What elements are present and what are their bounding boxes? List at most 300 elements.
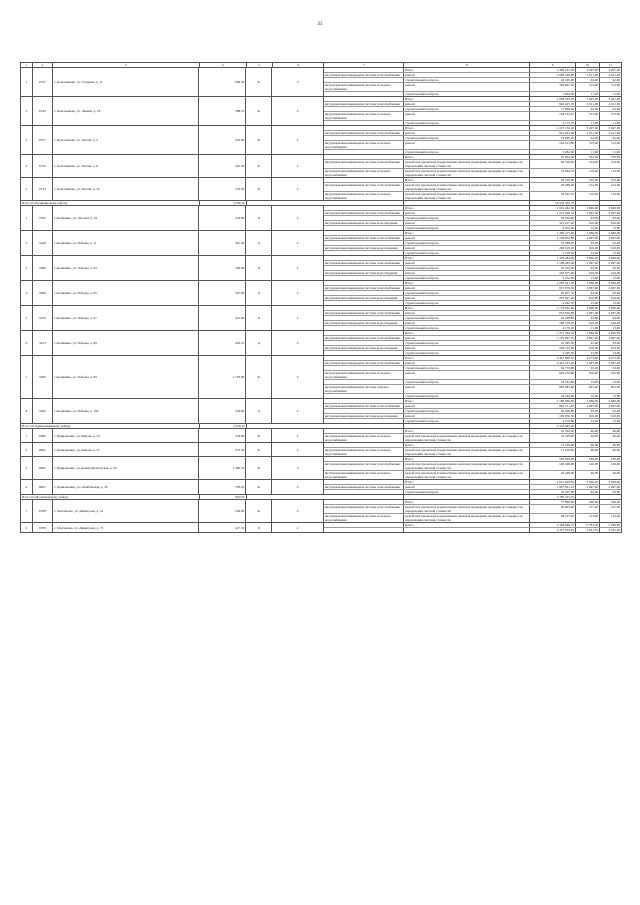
- max-unit-cost: 63,00: [600, 216, 622, 220]
- work-cost: 43 307,90: [530, 490, 576, 494]
- work-type: строительный контроль: [404, 341, 530, 345]
- max-unit-cost: 2 911,00: [600, 131, 622, 135]
- unit-cost: 46,00: [576, 429, 600, 433]
- engineering-system: внутридомовая инженерная система теплоснабжения: [324, 361, 404, 365]
- max-unit-cost: 123,00: [600, 514, 622, 522]
- row-number: 5: [21, 178, 33, 200]
- row-number: 1: [21, 500, 33, 522]
- work-cost: 162 415,80: [530, 141, 576, 149]
- building-row: [20, 231, 622, 256]
- work-line: [324, 141, 622, 150]
- work-cost: 2 458 949,75: [530, 523, 576, 527]
- engineering-system: [324, 480, 404, 484]
- building-row: [20, 256, 622, 281]
- unit-cost: 180,00: [576, 457, 600, 461]
- engineering-system: [324, 256, 404, 260]
- engineering-system: [324, 276, 404, 280]
- building-address: с. Кривошеино, ул. Октябрьская, д. 18: [53, 480, 200, 494]
- engineering-system: [324, 457, 404, 461]
- work-line: [324, 301, 622, 305]
- works-sublines: [324, 68, 622, 96]
- engineering-system: [324, 419, 404, 423]
- unit-cost: 63,00: [576, 366, 600, 370]
- row-number: 3: [21, 457, 33, 479]
- work-cost: 1 009 563,30: [530, 97, 576, 101]
- empty-cell: [247, 424, 405, 428]
- floors-count: 2: [272, 126, 324, 154]
- max-unit-cost: 2 967,00: [600, 404, 622, 408]
- unit-cost: 13,00: [576, 380, 600, 384]
- wall-material: К: [246, 480, 272, 494]
- wall-material: Д: [246, 399, 272, 423]
- max-unit-cost: 2 967,00: [600, 485, 622, 489]
- wall-material: К: [246, 126, 272, 154]
- work-type: Итого: [404, 443, 530, 447]
- wall-material: К: [246, 155, 272, 177]
- max-unit-cost: 63,00: [600, 241, 622, 245]
- max-unit-cost: 3 030,00: [600, 480, 622, 484]
- engineering-system: [324, 490, 404, 494]
- floors-count: 2: [272, 178, 324, 200]
- work-cost: 198 109,20: [530, 321, 576, 325]
- unit-cost: 601,00: [576, 385, 600, 393]
- works-sublines: [324, 399, 622, 423]
- work-type: Итого: [404, 480, 530, 484]
- max-unit-cost: 2 967,00: [600, 211, 622, 215]
- unit-cost: 616,00: [576, 346, 600, 350]
- unit-cost: 2 967,00: [576, 211, 600, 215]
- district-total-label: Итого по Кривошеинскому району: [21, 424, 200, 428]
- work-type: строительный контроль: [404, 409, 530, 413]
- engineering-system: внутридомовая инженерная система холодного водоснабжения: [324, 169, 404, 177]
- max-unit-cost: 2 967,00: [600, 361, 622, 365]
- header-cell: 8: [404, 63, 530, 67]
- work-line: [324, 83, 622, 92]
- engineering-system: внутридомовая инженерная система холодного водоснабжения: [324, 471, 404, 479]
- work-cost: 2 486 191,50: [530, 68, 576, 72]
- max-unit-cost: 3 660,00: [600, 306, 622, 310]
- work-cost: 20 657,70: [530, 291, 576, 295]
- work-line: [324, 434, 622, 442]
- max-unit-cost: 3 660,00: [600, 206, 622, 210]
- header-cell: 7: [324, 63, 404, 67]
- max-unit-cost: 13,00: [600, 326, 622, 330]
- engineering-system: внутридомовая инженерная система теплоснабжения: [324, 131, 404, 135]
- unit-cost: 2 967,00: [576, 236, 600, 240]
- work-line: [324, 471, 622, 479]
- work-cost: 7 694,30: [530, 92, 576, 96]
- district-total-area: 2 450,10: [200, 424, 247, 428]
- building-address: с. Молчаново, ул. Димитрова, д. 73: [53, 523, 200, 532]
- row-number: 4: [21, 281, 33, 305]
- unit-cost: 2 911,00: [576, 131, 600, 135]
- row-number: 3: [21, 256, 33, 280]
- engineering-system: внутридомовая инженерная система водоотведения: [324, 221, 404, 225]
- work-cost: 5 218,20: [530, 251, 576, 255]
- wall-material: Д: [246, 281, 272, 305]
- unit-cost: 63,00: [576, 316, 600, 320]
- building-area: 229,00: [199, 500, 246, 522]
- floors-count: 2: [272, 399, 324, 423]
- empty-cell: [600, 201, 622, 205]
- building-row: [20, 97, 622, 126]
- unit-cost: 616,00: [576, 371, 600, 379]
- work-type: ремонт: [404, 336, 530, 340]
- max-unit-cost: 513,00: [600, 112, 622, 120]
- work-line: [324, 169, 622, 177]
- engineering-system: [324, 316, 404, 320]
- unit-cost: 616,00: [576, 296, 600, 300]
- work-cost: 2 031 009,50: [530, 480, 576, 484]
- work-type: ремонт: [404, 271, 530, 275]
- work-line: [324, 528, 622, 532]
- work-cost: 3 175,70: [530, 121, 576, 125]
- unit-cost: 616,00: [576, 321, 600, 325]
- unit-cost: 616,00: [576, 414, 600, 418]
- work-cost: 1 188 069,60: [530, 399, 576, 403]
- work-type: строительный контроль: [404, 490, 530, 494]
- wall-material: Д: [246, 331, 272, 355]
- floors-count: 3: [272, 68, 324, 96]
- max-unit-cost: 513,00: [600, 141, 622, 149]
- work-type: Итого: [404, 256, 530, 260]
- engineering-system: внутридомовая инженерная система теплоснабжения: [324, 73, 404, 77]
- max-unit-cost: 63,00: [600, 490, 622, 494]
- wall-material: К: [246, 500, 272, 522]
- max-unit-cost: 2 967,00: [600, 311, 622, 315]
- work-type: разработка проектной документации, включая проведение проверки достоверности определения сметной стоимости: [404, 169, 530, 177]
- engineering-system: [324, 126, 404, 130]
- row-number: 4: [21, 155, 33, 177]
- work-type: ремонт: [404, 296, 530, 300]
- wall-material: К: [246, 443, 272, 456]
- engineering-system: [324, 356, 404, 360]
- unit-cost: 2 967,00: [576, 311, 600, 315]
- district-total-area: 992,50: [200, 495, 247, 499]
- work-type: строительный контроль: [404, 150, 530, 154]
- unit-cost: 62,00: [576, 78, 600, 82]
- engineering-system: [324, 206, 404, 210]
- work-type: [404, 528, 530, 532]
- building-address: г. Коляшино, ул. Победы, д. 69: [53, 331, 200, 355]
- unit-cost: 13,00: [576, 276, 600, 280]
- floors-count: 2: [272, 429, 324, 442]
- max-unit-cost: 63,00: [600, 266, 622, 270]
- max-unit-cost: 62,00: [600, 78, 622, 82]
- works-sublines: [324, 155, 622, 177]
- row-number: 6: [21, 331, 33, 355]
- unit-cost: 2 967,00: [576, 361, 600, 365]
- max-unit-cost: 46,00: [600, 429, 622, 433]
- wall-material: К: [246, 68, 272, 96]
- building-area: 331,50: [199, 443, 246, 456]
- building-area: 291,30: [199, 155, 246, 177]
- work-cost: 963 121,20: [530, 404, 576, 408]
- work-line: [324, 112, 622, 121]
- max-unit-cost: 2 911,00: [600, 73, 622, 77]
- work-type: разработка проектной документации, включая проведение проверки достоверности определения сметной стоимости: [404, 505, 530, 513]
- engineering-system: [324, 68, 404, 72]
- building-row: [20, 155, 622, 178]
- building-area: 401,40: [199, 231, 246, 255]
- floors-count: 2: [272, 480, 324, 494]
- building-area: 417,50: [199, 523, 246, 532]
- building-address: г. Коляшино, ул. Победы, д. 67: [53, 306, 200, 330]
- work-type: ремонт: [404, 246, 530, 250]
- work-cost: 42 428,00: [530, 471, 576, 479]
- floors-count: 2: [272, 356, 324, 398]
- engineering-system: [324, 429, 404, 433]
- building-code: 5449: [33, 231, 53, 255]
- unit-cost: 3 660,00: [576, 281, 600, 285]
- work-cost: 94 776,80: [530, 366, 576, 370]
- district-total-sum: 16 533 432,70: [530, 201, 576, 205]
- building-code: 6727: [33, 126, 53, 154]
- unit-cost: 2 967,00: [576, 286, 600, 290]
- building-code: 6901: [33, 443, 53, 456]
- max-unit-cost: 63,00: [600, 366, 622, 370]
- engineering-system: [324, 523, 404, 527]
- work-cost: 16 320,00: [530, 434, 576, 442]
- work-cost: 358 897,50: [530, 83, 576, 91]
- max-unit-cost: 616,00: [600, 271, 622, 275]
- unit-cost: 63,00: [576, 409, 600, 413]
- max-unit-cost: 62,00: [600, 107, 622, 111]
- unit-cost: 63,00: [576, 241, 600, 245]
- building-area: 1 103,80: [199, 356, 246, 398]
- engineering-system: [324, 266, 404, 270]
- unit-cost: 616,00: [576, 271, 600, 275]
- max-unit-cost: 333,00: [600, 178, 622, 182]
- work-line: [324, 183, 622, 192]
- engineering-system: внутридомовая инженерная система водоотведения: [324, 321, 404, 325]
- work-type: Итого: [404, 68, 530, 72]
- work-type: Итого: [404, 126, 530, 130]
- work-type: разработка проектной документации, включая проведение проверки достоверности определения сметной стоимости: [404, 434, 530, 442]
- work-cost: 1 475 349,10: [530, 331, 576, 335]
- engineering-system: [324, 351, 404, 355]
- unit-cost: 119,00: [576, 192, 600, 200]
- work-type: разработка проектной документации, включая проведение проверки достоверности определения сметной стоимости: [404, 183, 530, 191]
- max-unit-cost: 11,00: [600, 121, 622, 125]
- work-cost: 4 178,20: [530, 326, 576, 330]
- row-number: 2: [21, 231, 33, 255]
- max-unit-cost: 3 497,00: [600, 97, 622, 101]
- work-cost: 20 506,80: [530, 409, 576, 413]
- works-sublines: [324, 206, 622, 230]
- wall-material: К: [246, 97, 272, 125]
- work-cost: 148 498,00: [530, 462, 576, 470]
- unit-cost: 140,00: [576, 462, 600, 470]
- unit-cost: 11,00: [576, 150, 600, 154]
- engineering-system: внутридомовая инженерная система теплоснабжения: [324, 462, 404, 470]
- building-code: 6788: [33, 500, 53, 522]
- engineering-system: [324, 331, 404, 335]
- work-type: строительный контроль: [404, 326, 530, 330]
- unit-cost: 13,00: [576, 226, 600, 230]
- building-area: 316,60: [199, 126, 246, 154]
- row-number: 3: [21, 126, 33, 154]
- works-sublines: [324, 306, 622, 330]
- work-line: [324, 394, 622, 398]
- max-unit-cost: 2 967,00: [600, 336, 622, 340]
- work-type: ремонт: [404, 404, 530, 408]
- work-type: ремонт: [404, 286, 530, 290]
- header-cell: 5: [247, 63, 273, 67]
- row-number: 2: [21, 97, 33, 125]
- work-cost: 49 693,00: [530, 505, 576, 513]
- work-type: Итого: [404, 356, 530, 360]
- row-number: 7: [21, 356, 33, 398]
- building-row: [20, 281, 622, 306]
- unit-cost: 3 030,00: [576, 480, 600, 484]
- work-type: Итого: [404, 231, 530, 235]
- unit-cost: 11,00: [576, 92, 600, 96]
- unit-cost: 63,00: [576, 216, 600, 220]
- wall-material: Д: [246, 306, 272, 330]
- unit-cost: 2 911,00: [576, 73, 600, 77]
- engineering-system: внутридомовая инженерная система холодного водоснабжения: [324, 192, 404, 200]
- work-type: ремонт: [404, 321, 530, 325]
- building-code: 6927: [33, 480, 53, 494]
- work-cost: 1 107 150,20: [530, 126, 576, 130]
- building-area: 334,80: [199, 429, 246, 442]
- max-unit-cost: 616,00: [600, 346, 622, 350]
- work-cost: 4 427 890,10: [530, 356, 576, 360]
- max-unit-cost: 2 911,00: [600, 102, 622, 106]
- work-type: Итого: [404, 306, 530, 310]
- engineering-system: [324, 226, 404, 230]
- header-cell: 4: [200, 63, 247, 67]
- max-unit-cost: 13,00: [600, 276, 622, 280]
- unit-cost: 3 660,00: [576, 231, 600, 235]
- work-type: Итого: [404, 399, 530, 403]
- work-cost: 17 899,40: [530, 107, 576, 111]
- work-type: строительный контроль: [404, 251, 530, 255]
- building-area: 1 460,70: [199, 457, 246, 479]
- district-total-label: Итого по Молчановскому району: [21, 495, 200, 499]
- engineering-system: внутридомовая инженерная система холодного водоснабжения: [324, 434, 404, 442]
- work-type: строительный контроль: [404, 301, 530, 305]
- work-line: [324, 326, 622, 330]
- works-sublines: [324, 500, 622, 522]
- engineering-system: внутридомовая инженерная система холодного водоснабжения: [324, 448, 404, 456]
- engineering-system: [324, 78, 404, 82]
- engineering-system: [324, 97, 404, 101]
- work-type: строительный контроль: [404, 92, 530, 96]
- work-type: строительный контроль: [404, 241, 530, 245]
- works-sublines: [324, 331, 622, 355]
- work-cost: 62 338,20: [530, 160, 576, 168]
- engineering-system: [324, 231, 404, 235]
- floors-count: 2: [272, 500, 324, 522]
- work-line: [324, 251, 622, 255]
- works-sublines: [324, 178, 622, 200]
- building-address: с. Молчаново, ул. Димитрова, д. 41: [53, 500, 200, 522]
- building-row: [20, 523, 622, 533]
- empty-cell: [247, 495, 405, 499]
- building-area: 403,10: [199, 331, 246, 355]
- max-unit-cost: 616,00: [600, 321, 622, 325]
- engineering-system: [324, 399, 404, 403]
- unit-cost: 513,00: [576, 83, 600, 91]
- work-cost: 1 190 953,80: [530, 236, 576, 240]
- work-cost: 148 103,10: [530, 112, 576, 120]
- building-row: [20, 443, 622, 457]
- empty-cell: [576, 424, 600, 428]
- header-cell: 1: [21, 63, 33, 67]
- max-unit-cost: 214,00: [600, 160, 622, 168]
- building-code: 5468: [33, 256, 53, 280]
- engineering-system: внутридомовая инженерная система холодного водоснабжения: [324, 514, 404, 522]
- work-cost: 77 860,00: [530, 500, 576, 504]
- engineering-system: [324, 92, 404, 96]
- floors-count: 2: [272, 306, 324, 330]
- engineering-system: внутридомовая инженерная система водоотведения: [324, 296, 404, 300]
- work-type: ремонт: [404, 112, 530, 120]
- work-type: ремонт: [404, 211, 530, 215]
- work-cost: 1 176 645,40: [530, 306, 576, 310]
- building-address: с. Колесниково, ул. Ленина, д. 18: [53, 97, 200, 125]
- work-type: ремонт: [404, 385, 530, 393]
- work-cost: 15 239,00: [530, 443, 576, 447]
- work-type: ремонт: [404, 102, 530, 106]
- floors-count: 3: [272, 457, 324, 479]
- work-type: строительный контроль: [404, 226, 530, 230]
- work-line: [324, 92, 622, 96]
- works-sublines: [324, 429, 622, 442]
- work-cost: 1 919 462,30: [530, 206, 576, 210]
- work-cost: 4 219,80: [530, 419, 576, 423]
- floors-count: 2: [272, 331, 324, 355]
- max-unit-cost: 63,00: [600, 341, 622, 345]
- unit-cost: 214,00: [576, 160, 600, 168]
- header-cell: 3: [53, 63, 200, 67]
- building-address: г. Коляшино, ул. Победы, д. 104: [53, 399, 200, 423]
- max-unit-cost: 3 660,00: [600, 331, 622, 335]
- wall-material: Д: [246, 231, 272, 255]
- work-cost: 1 469 275,40: [530, 231, 576, 235]
- district-total-sum: 2 785 415,25: [530, 495, 576, 499]
- work-cost: 59 468,20: [530, 183, 576, 191]
- building-code: 5469: [33, 281, 53, 305]
- building-address: г. Коляшино, ул. Победы, д. 65: [53, 281, 200, 305]
- work-line: [324, 276, 622, 280]
- row-number: 1: [21, 206, 33, 230]
- unit-cost: 214,00: [576, 183, 600, 191]
- empty-cell: [404, 495, 530, 499]
- building-row: [20, 331, 622, 356]
- work-type: разработка проектной документации, включая проведение проверки достоверности определения сметной стоимости: [404, 448, 530, 456]
- max-unit-cost: 11,00: [600, 92, 622, 96]
- building-row: [20, 500, 622, 523]
- max-unit-cost: 3 660,00: [600, 281, 622, 285]
- engineering-system: внутридомовая инженерная система водоотведения: [324, 246, 404, 250]
- engineering-system: внутридомовая инженерная система теплоснабжения: [324, 211, 404, 215]
- floors-count: 2: [272, 155, 324, 177]
- unit-cost: 3 660,00: [576, 399, 600, 403]
- works-sublines: [324, 231, 622, 255]
- engineering-system: [324, 528, 404, 532]
- work-cost: 1 200 441,30: [530, 281, 576, 285]
- unit-cost: 3 497,00: [576, 126, 600, 130]
- max-unit-cost: 616,00: [600, 414, 622, 418]
- work-type: Итого: [404, 178, 530, 182]
- max-unit-cost: 13,00: [600, 419, 622, 423]
- building-code: 5397: [33, 206, 53, 230]
- unit-cost: 119,00: [576, 169, 600, 177]
- unit-cost: 333,00: [576, 178, 600, 182]
